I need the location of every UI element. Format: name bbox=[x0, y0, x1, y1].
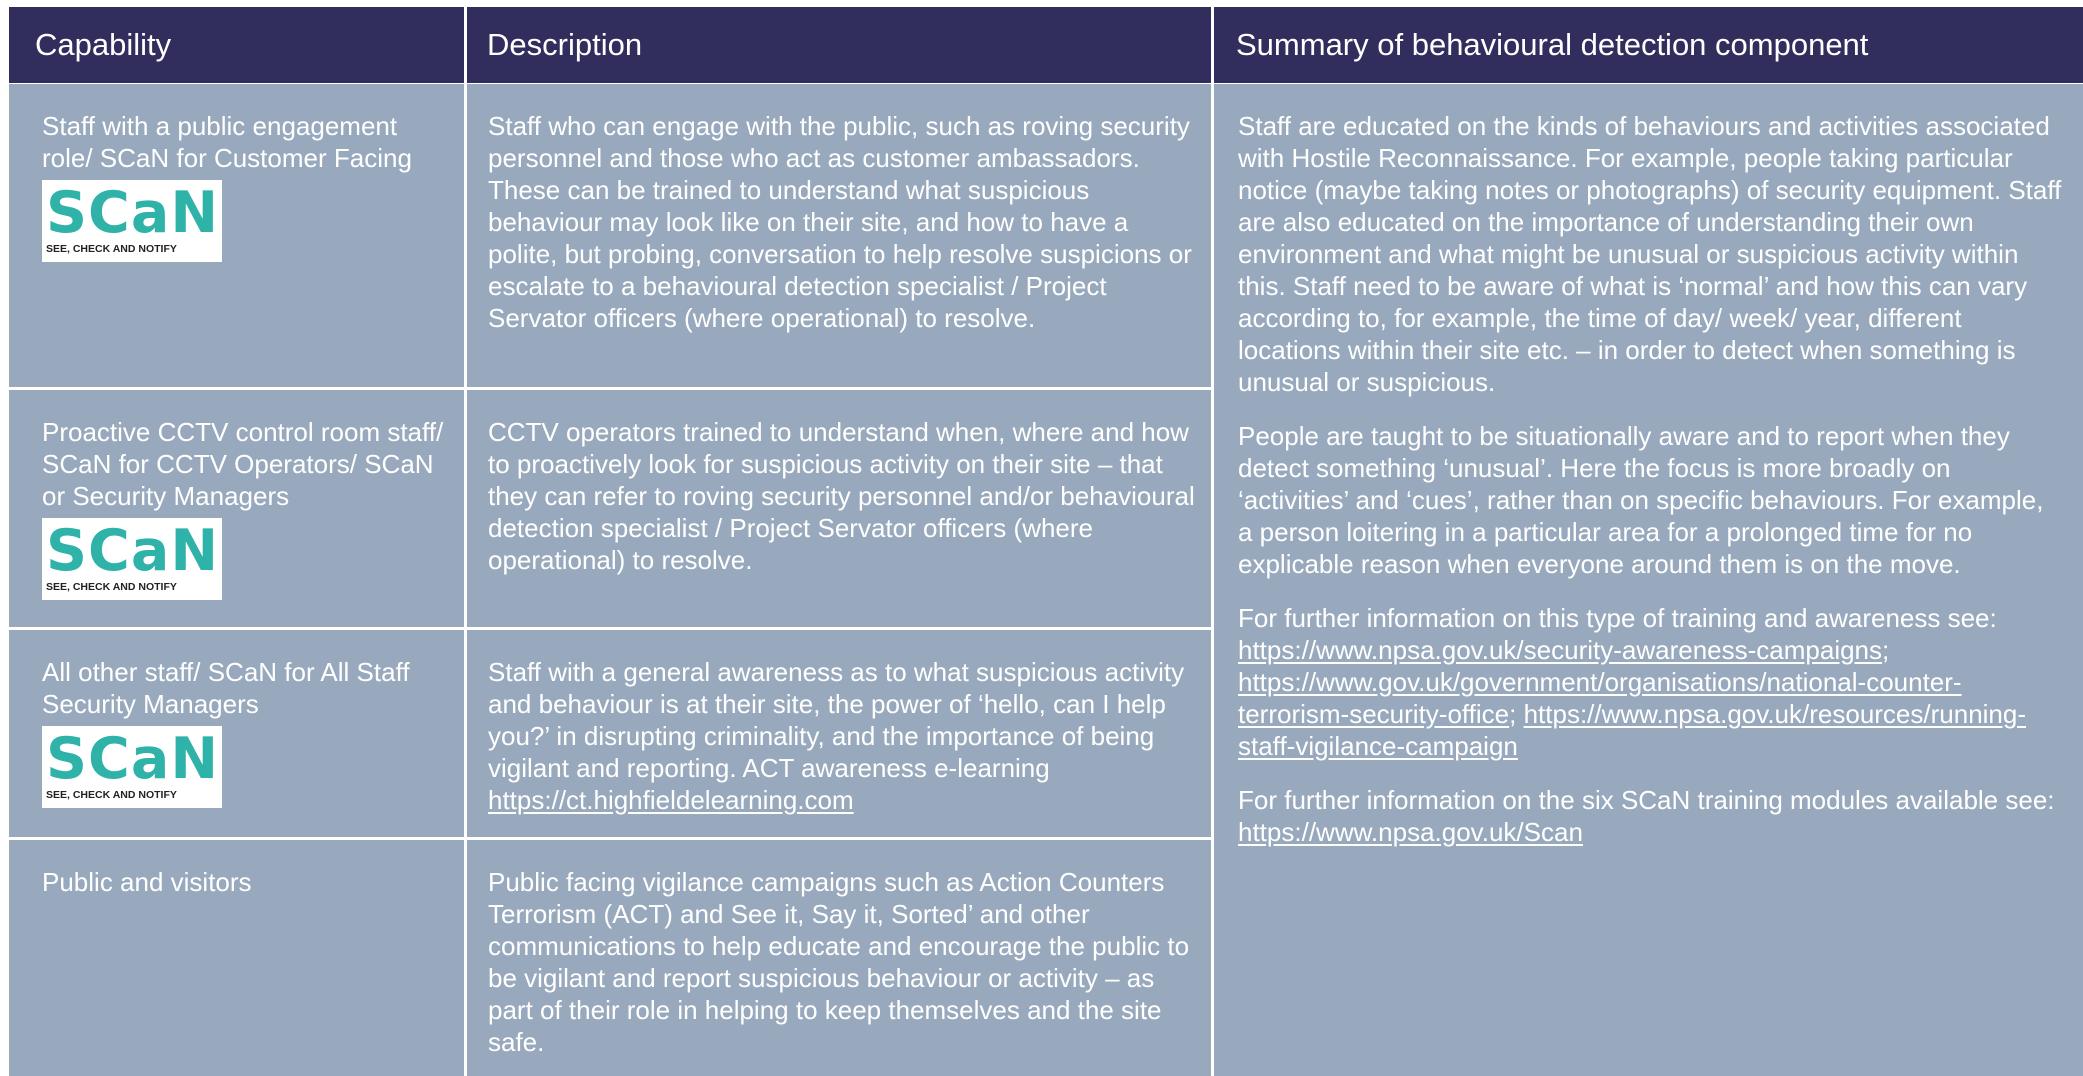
capability-text: Public and visitors bbox=[42, 867, 252, 897]
summary-paragraph-4 bbox=[1238, 784, 2065, 848]
row-4-description bbox=[467, 840, 1211, 1076]
scan-logo bbox=[42, 726, 222, 808]
summary-paragraph-4-intro: For further information on the six SCaN training modules available see: bbox=[1238, 785, 2055, 815]
scan-logo-tagline: SEE, CHECK AND NOTIFY bbox=[46, 243, 177, 255]
summary-paragraph-3-intro: For further information on this type of training and awareness see: bbox=[1238, 603, 1997, 633]
scan-logo-tagline: SEE, CHECK AND NOTIFY bbox=[46, 581, 177, 593]
scan-logo-mark: SCaN bbox=[46, 726, 220, 792]
row-2-description bbox=[467, 390, 1211, 627]
description-body: Staff with a general awareness as to what suspicious activity and behaviour is at their site, the power of ‘hello, can I help you?’ in disrupting criminality, and the importance of being vigilant and reporting. ACT awareness e-learning bbox=[488, 657, 1185, 783]
staff-vigilance-campaign-link[interactable]: https://www.npsa.gov.uk/resources/running-staff-vigilance-campaign bbox=[1238, 699, 2027, 761]
header-capability: Capability bbox=[9, 7, 464, 83]
scan-logo bbox=[42, 518, 222, 600]
header-summary: Summary of behavioural detection component bbox=[1214, 7, 2083, 83]
summary-paragraph-2: People are taught to be situationally aware and to report when they detect something ‘unusual’. Here the focus is more broadly on ‘activities’ and ‘cues’, rather than on specific behaviours. For example, a person loitering in a particular area for a prolonged time for no explicable reason when everyone around them is on the move. bbox=[1238, 421, 2044, 579]
npsa-awareness-campaigns-link[interactable]: https://www.npsa.gov.uk/security-awareness-campaigns bbox=[1238, 635, 1883, 665]
description-text: Staff who can engage with the public, such as roving security personnel and those who act as customer ambassadors. These can be trained to understand what suspicious behaviour may look like on their site, and how to have a polite, but probing, conversation to help resolve suspicions or escalate to a behavioural detection specialist / Project Servator officers (where operational) to resolve. bbox=[488, 111, 1192, 333]
nactso-link[interactable]: https://www.gov.uk/government/organisations/national-counter-terrorism-security-office bbox=[1238, 667, 1962, 729]
capability-text: Staff with a public engagement role/ SCaN for Customer Facing bbox=[42, 111, 412, 173]
scan-logo bbox=[42, 180, 222, 262]
act-elearning-link[interactable]: https://ct.highfieldelearning.com bbox=[488, 785, 854, 815]
capability-text: All other staff/ SCaN for All Staff Security Managers bbox=[42, 657, 410, 719]
row-4-capability bbox=[9, 840, 464, 1076]
row-3-capability bbox=[9, 630, 464, 837]
summary-paragraph-1: Staff are educated on the kinds of behaviours and activities associated with Hostile Reconnaissance. For example, people taking particular notice (maybe taking notes or photographs) of security equipment. Staff are also educated on the importance of understanding their own environment and what might be unusual or suspicious activity within this. Staff need to be aware of what is ‘normal’ and how this can vary according to, for example, the time of day/ week/ year, different locations within their site etc. – in order to detect when something is unusual or suspicious. bbox=[1238, 111, 2062, 397]
row-2-capability bbox=[9, 390, 464, 627]
summary-paragraph-3: For further information on this type of training and awareness see: https://www.npsa.gov.uk/security-awareness-campaigns; https://www.gov.uk/government/organisations/national-counter-terrorism-security-office; https://www.npsa.gov.uk/resources/running-staff-vigilance-campaign bbox=[1238, 603, 2027, 761]
scan-logo-mark: SCaN bbox=[46, 180, 220, 246]
capability-text: Proactive CCTV control room staff/ SCaN for CCTV Operators/ SCaN or Security Managers bbox=[42, 417, 444, 511]
description-text bbox=[488, 656, 1199, 816]
npsa-scan-link[interactable]: https://www.npsa.gov.uk/Scan bbox=[1238, 817, 1583, 847]
description-text: Public facing vigilance campaigns such as Action Counters Terrorism (ACT) and See it, Say it, Sorted’ and other communications to help educate and encourage the public to be vigilant and report suspicious behaviour or activity – as part of their role in helping to keep themselves and the site safe. bbox=[488, 867, 1190, 1057]
summary-cell bbox=[1214, 84, 2083, 1076]
row-1-capability bbox=[9, 84, 464, 387]
description-text: CCTV operators trained to understand when, where and how to proactively look for suspicious activity on their site – that they can refer to roving security personnel and/or behavioural detection specialist / Project Servator officers (where operational) to resolve. bbox=[488, 417, 1195, 575]
row-3-description bbox=[467, 630, 1211, 837]
scan-logo-tagline: SEE, CHECK AND NOTIFY bbox=[46, 789, 177, 801]
header-description: Description bbox=[467, 7, 1211, 83]
scan-logo-mark: SCaN bbox=[46, 518, 220, 584]
row-1-description bbox=[467, 84, 1211, 387]
